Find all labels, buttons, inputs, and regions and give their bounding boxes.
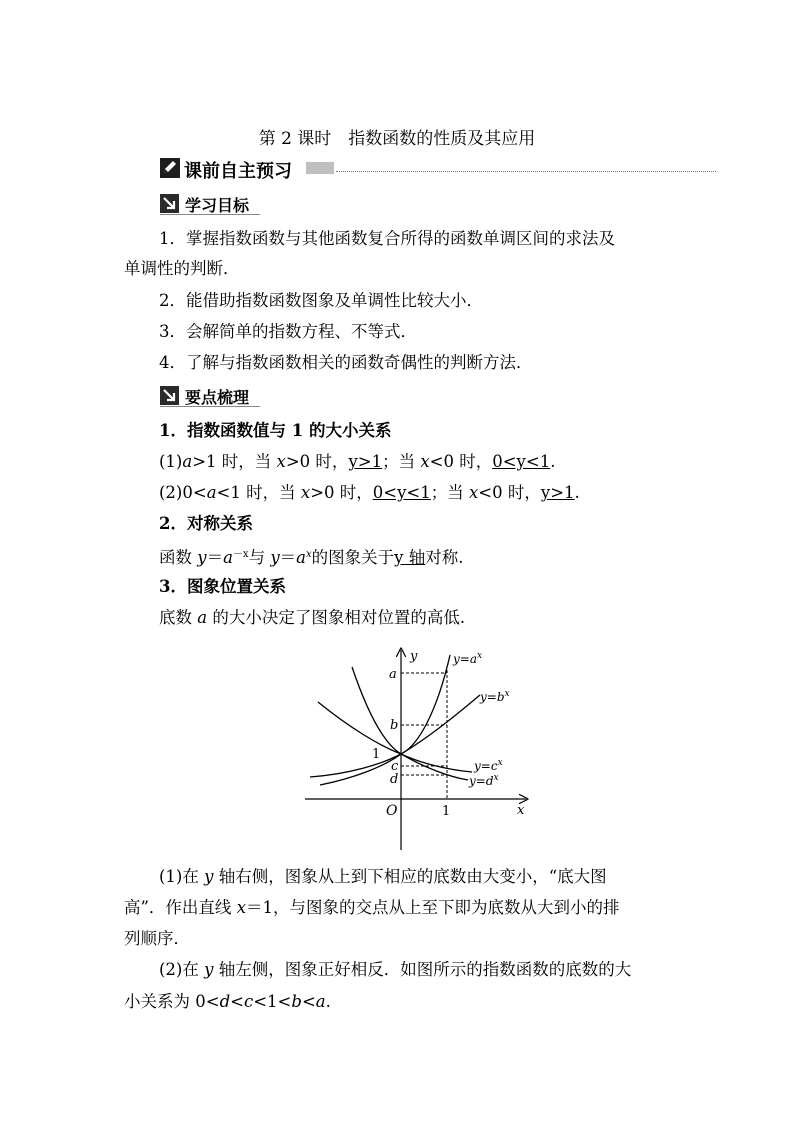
answer-blank: y>1 xyxy=(540,483,575,502)
point-1-title: 1．指数函数值与 1 的大小关系 xyxy=(159,421,392,440)
answer-blank: y 轴 xyxy=(394,548,426,567)
goals-heading: 学习目标 xyxy=(185,196,250,215)
arrow-icon xyxy=(160,194,179,213)
arrow-icon xyxy=(160,386,179,405)
goals-header xyxy=(160,193,260,215)
points-heading: 要点梳理 xyxy=(185,388,250,407)
goals-underline xyxy=(160,214,260,215)
note-1-line-1: (1)在 y 轴右侧，图象从上到下相应的底数由大变小，“底大图 xyxy=(159,867,607,886)
section-header xyxy=(160,156,718,182)
point-2-line: 函数 $y=a^{-x}$与 $y=a^x$的图象关于y 轴对称. xyxy=(159,548,464,567)
point-1-line-2: (2)0<a<1 时，当 x>0 时，0<y<1；当 x<0 时，y>1. xyxy=(159,483,580,502)
note-1-line-3: 列顺序． xyxy=(124,929,190,948)
label-a: a xyxy=(389,667,397,682)
section-divider xyxy=(336,171,716,172)
note-2-line-2: 小关系为 0<d<c<1<b<a. xyxy=(124,992,331,1011)
goal-item-1: 1．掌握指数函数与其他函数复合所得的函数单调区间的求法及 xyxy=(159,229,615,248)
section-decor-bar xyxy=(306,162,334,174)
tick-1: 1 xyxy=(442,804,451,819)
goal-item-4: 4．了解与指数函数相关的函数奇偶性的判断方法． xyxy=(159,353,533,372)
point-2-title: 2．对称关系 xyxy=(159,514,253,533)
note-1-line-2: 高”．作出直线 x＝1，与图象的交点从上至下即为底数从大到小的排 xyxy=(124,898,620,917)
goal-item-3: 3．会解简单的指数方程、不等式． xyxy=(159,322,417,341)
axis-y-label: y xyxy=(410,649,418,664)
section-title: 课前自主预习 xyxy=(184,161,292,182)
answer-blank: 0<y<1 xyxy=(492,452,551,471)
answer-blank: y>1 xyxy=(348,452,383,471)
point-1-line-1: (1)a>1 时，当 x>0 时，y>1；当 x<0 时，0<y<1. xyxy=(159,452,556,471)
curve-label-a: $y=a^x$ xyxy=(453,651,483,666)
page-title: 第 2 课时 指数函数的性质及其应用 xyxy=(258,129,536,149)
points-underline xyxy=(160,406,260,407)
exponential-graph xyxy=(300,640,540,855)
curve-label-d: $y=d^x$ xyxy=(469,773,499,788)
point-3-line: 底数 a 的大小决定了图象相对位置的高低. xyxy=(159,608,466,627)
label-b: b xyxy=(390,718,399,733)
goal-item-2: 2．能借助指数函数图象及单调性比较大小． xyxy=(159,291,483,310)
goal-item-1-cont: 单调性的判断． xyxy=(124,259,240,278)
origin-label: O xyxy=(386,803,398,819)
points-header xyxy=(160,385,260,407)
label-d: d xyxy=(390,772,399,787)
point-3-title: 3．图象位置关系 xyxy=(159,577,286,596)
curve-b xyxy=(318,695,480,754)
curve-label-b: $y=b^x$ xyxy=(480,689,510,704)
pencil-icon xyxy=(160,158,180,178)
label-c: c xyxy=(391,759,399,774)
curve-label-c: $y=c^x$ xyxy=(474,758,503,773)
label-one: 1 xyxy=(372,747,381,762)
answer-blank: 0<y<1 xyxy=(372,483,431,502)
axis-x-label: x xyxy=(517,803,525,818)
note-2-line-1: (2)在 y 轴左侧，图象正好相反．如图所示的指数函数的底数的大 xyxy=(159,960,632,979)
